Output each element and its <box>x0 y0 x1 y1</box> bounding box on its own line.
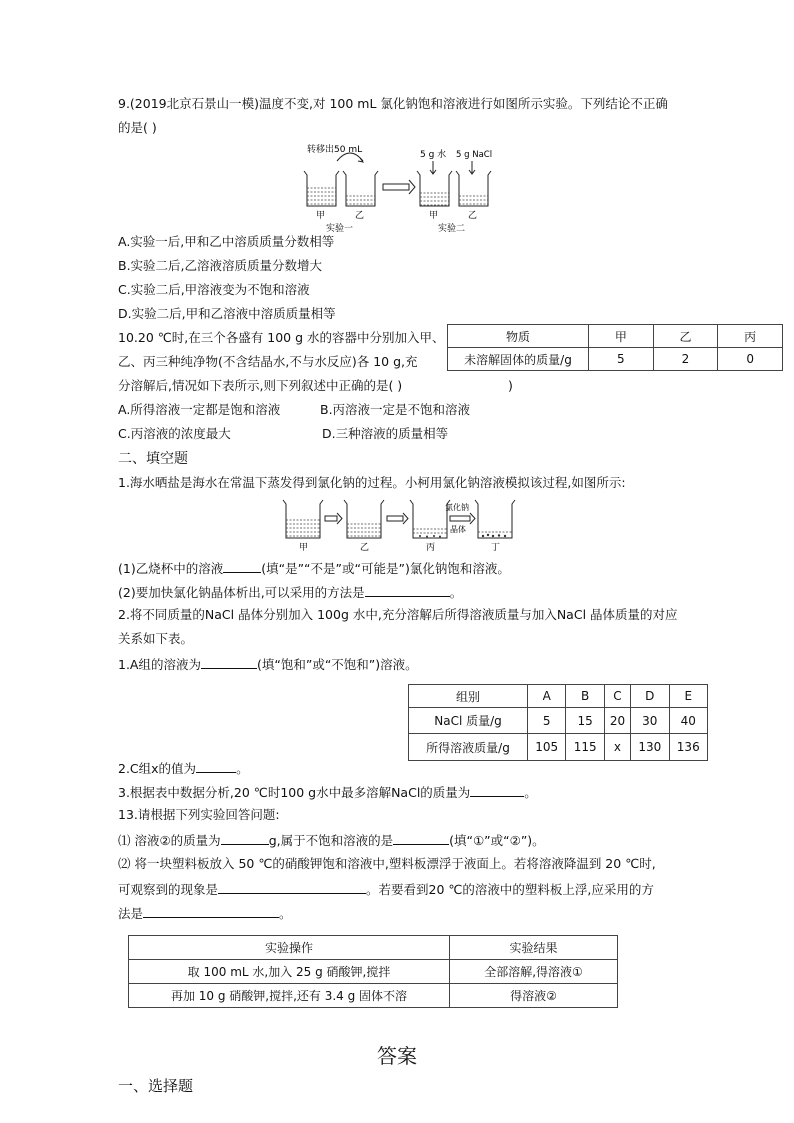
nacl-label: 5 g NaCl <box>456 150 493 160</box>
fill1-label-bing: 丙 <box>426 543 436 553</box>
label-yi-1: 乙 <box>355 211 365 221</box>
fill2-r2-label: 所得溶液质量/g <box>409 734 528 761</box>
fill1-figure <box>280 496 520 554</box>
q13-p1-a: ⑴ 溶液②的质量为 <box>118 833 221 848</box>
q10-th-jia: 甲 <box>589 325 654 348</box>
q13-r2-operation: 再加 10 g 硝酸钾,搅拌,还有 3.4 g 固体不溶 <box>129 984 450 1008</box>
fill1-q1-pre: (1)乙烧杯中的溶液 <box>118 561 224 576</box>
fill1-label-jia: 甲 <box>299 543 309 553</box>
fill2-r2-a: 105 <box>528 734 566 761</box>
transfer-label: 转移出50 mL <box>307 145 363 155</box>
fill2-stem2: 关系如下表。 <box>118 631 194 646</box>
beaker-jia-1 <box>304 171 339 206</box>
q10-td-bing: 0 <box>718 348 783 371</box>
crystal-label-2: 晶体 <box>450 525 466 534</box>
fill1-stem: 1.海水晒盐是海水在常温下蒸发得到氯化钠的过程。小柯用氯化钠溶液模拟该过程,如图所示: <box>118 475 626 490</box>
beaker-4 <box>475 500 515 538</box>
q10-th-yi: 乙 <box>653 325 718 348</box>
label-jia-2: 甲 <box>429 211 439 221</box>
label-jia-1: 甲 <box>316 211 326 221</box>
q10-td-label: 未溶解固体的质量/g <box>448 348 589 371</box>
q13-stem: 13.请根据下列实验回答问题: <box>118 807 280 822</box>
q13-p1-c: (填“①”或“②”)。 <box>449 833 545 848</box>
fill2-table <box>408 684 708 761</box>
q10-th-bing: 丙 <box>718 325 783 348</box>
fill2-r1-b: 15 <box>566 708 604 734</box>
fill2-sub1-blank[interactable] <box>201 654 257 669</box>
fill2-r2-d: 130 <box>631 734 669 761</box>
fill1-q2 <box>118 582 462 602</box>
fill2-sub2 <box>118 758 249 778</box>
q13-th-operation: 实验操作 <box>129 936 450 960</box>
fill1-q1-blank[interactable] <box>223 558 261 573</box>
q13-part2-line3 <box>118 903 292 923</box>
q13-p2-blank1[interactable] <box>218 879 366 894</box>
fill2-sub2-blank[interactable] <box>196 758 236 773</box>
fill2-sub3-pre: 3.根据表中数据分析,20 ℃时100 g水中最多溶解NaCl的质量为 <box>118 785 471 800</box>
fill2-th-c: C <box>604 685 630 708</box>
fill2-sub3 <box>118 782 537 802</box>
q9-stem-line2: 的是( ) <box>118 120 157 135</box>
q13-p2-d: 。 <box>279 906 292 921</box>
fill1-q2-blank[interactable] <box>365 582 450 597</box>
q13-p2-c: 法是 <box>118 906 144 921</box>
q9-figure <box>290 143 510 233</box>
q9-stem-line1: 9.(2019北京石景山一模)温度不变,对 100 mL 氯化钠饱和溶液进行如图所示实验。下列结论不正确 <box>118 96 668 111</box>
q9-option-d: D.实验二后,甲和乙溶液中溶质质量相等 <box>118 306 336 321</box>
fill2-th-e: E <box>669 685 708 708</box>
q10-th-substance: 物质 <box>448 325 589 348</box>
beaker-1 <box>283 500 323 538</box>
q13-r2-result: 得溶液② <box>450 984 618 1008</box>
q10-line3-tail: ) <box>508 378 513 393</box>
fill2-sub3-post: 。 <box>524 785 537 800</box>
fill2-r2-b: 115 <box>566 734 604 761</box>
fill2-r1-label: NaCl 质量/g <box>409 708 528 734</box>
fill2-stem1: 2.将不同质量的NaCl 晶体分别加入 100g 水中,充分溶解后所得溶液质量与加入NaCl 晶体质量的对应 <box>118 607 678 622</box>
fill2-sub1 <box>118 654 418 674</box>
fill2-sub1-post: (填“饱和”或“不饱和”)溶液。 <box>256 657 418 672</box>
label-yi-2: 乙 <box>468 211 478 221</box>
q10-option-a: A.所得溶液一定都是饱和溶液 <box>118 402 281 417</box>
q13-p2-blank2[interactable] <box>143 903 279 918</box>
fill2-th-b: B <box>566 685 604 708</box>
fill2-th-d: D <box>631 685 669 708</box>
q13-p1-blank2[interactable] <box>393 830 449 845</box>
exp1-label: 实验一 <box>326 224 354 233</box>
q10-line3: 分溶解后,情况如下表所示,则下列叙述中正确的是( ) <box>118 378 403 393</box>
section-fill-blank: 二、填空题 <box>118 451 188 467</box>
fill1-q1 <box>118 558 510 578</box>
fill2-sub1-pre: 1.A组的溶液为 <box>118 657 201 672</box>
answer-section: 一、选择题 <box>118 1077 194 1095</box>
fill2-r2-e: 136 <box>669 734 708 761</box>
q13-r1-result: 全部溶解,得溶液① <box>450 960 618 984</box>
fill2-sub2-pre: 2.C组x的值为 <box>118 761 197 776</box>
beaker-2 <box>344 500 384 538</box>
water-label: 5 g 水 <box>420 150 447 160</box>
q9-option-c: C.实验二后,甲溶液变为不饱和溶液 <box>118 282 310 297</box>
q10-line1: 10.20 ℃时,在三个各盛有 100 g 水的容器中分别加入甲、 <box>118 330 445 345</box>
q13-part2-line2 <box>118 879 654 899</box>
fill2-r2-c: x <box>604 734 630 761</box>
fill2-r1-a: 5 <box>528 708 566 734</box>
q13-p2-b: 。若要看到20 ℃的溶液中的塑料板上浮,应采用的方 <box>366 882 654 897</box>
answer-title: 答案 <box>377 1044 417 1068</box>
q10-td-yi: 2 <box>653 348 718 371</box>
beaker-yi-2 <box>456 171 491 206</box>
fill2-sub2-post: 。 <box>236 761 249 776</box>
fill2-sub3-blank[interactable] <box>470 782 524 797</box>
fill1-label-ding: 丁 <box>491 543 501 553</box>
fill2-th-group: 组别 <box>409 685 528 708</box>
fill1-label-yi: 乙 <box>360 543 370 553</box>
q13-table <box>128 935 618 1008</box>
q10-option-c: C.丙溶液的浓度最大 <box>118 426 231 441</box>
q13-p1-blank1[interactable] <box>221 830 269 845</box>
q13-p2-line1: ⑵ 将一块塑料板放入 50 ℃的硝酸钾饱和溶液中,塑料板漂浮于液面上。若将溶液降温到 20 ℃时, <box>118 856 656 871</box>
q13-r1-operation: 取 100 mL 水,加入 25 g 硝酸钾,搅拌 <box>129 960 450 984</box>
exp2-label: 实验二 <box>438 224 466 233</box>
q10-option-d: D.三种溶液的质量相等 <box>322 426 449 441</box>
q13-th-result: 实验结果 <box>450 936 618 960</box>
fill2-r1-d: 30 <box>631 708 669 734</box>
beaker-yi-1 <box>343 171 378 206</box>
q10-td-jia: 5 <box>589 348 654 371</box>
q13-p2-a: 可观察到的现象是 <box>118 882 219 897</box>
fill2-r1-c: 20 <box>604 708 630 734</box>
fill1-q1-post: (填“是”“不是”或“可能是”)氯化钠饱和溶液。 <box>261 561 510 576</box>
fill1-q2-post: 。 <box>449 585 463 600</box>
beaker-3 <box>410 500 450 538</box>
process-arrow <box>383 184 409 190</box>
fill2-r1-e: 40 <box>669 708 708 734</box>
fill1-q2-pre: (2)要加快氯化钠晶体析出,可以采用的方法是 <box>118 585 365 600</box>
q10-line2: 乙、丙三种纯净物(不含结晶水,不与水反应)各 10 g,充 <box>118 354 418 369</box>
q13-part1 <box>118 830 545 850</box>
q13-p1-b: g,属于不饱和溶液的是 <box>268 833 394 848</box>
q10-table <box>447 324 783 371</box>
q9-option-a: A.实验一后,甲和乙中溶质质量分数相等 <box>118 234 335 249</box>
q10-option-b: B.丙溶液一定是不饱和溶液 <box>320 402 471 417</box>
crystal-label-1: 氯化钠 <box>445 503 469 512</box>
q9-option-b: B.实验二后,乙溶液溶质质量分数增大 <box>118 258 323 273</box>
fill2-th-a: A <box>528 685 566 708</box>
